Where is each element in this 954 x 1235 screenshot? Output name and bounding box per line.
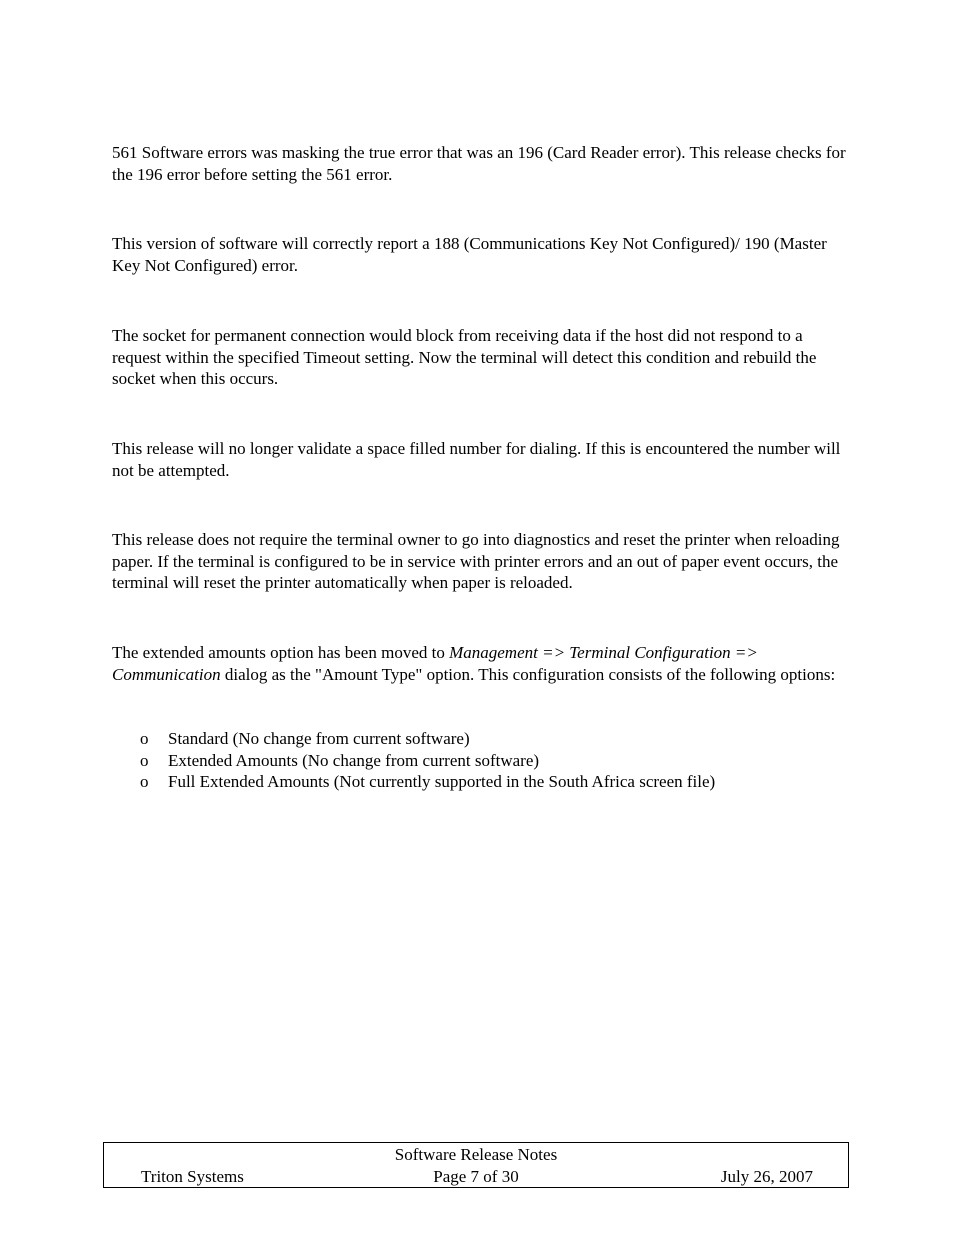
list-item-text: Extended Amounts (No change from current software): [168, 750, 540, 770]
paragraph-extended-amounts: [112, 642, 847, 685]
list-item-text: Standard (No change from current software): [168, 729, 470, 748]
footer-date: July 26, 2007: [720, 1167, 813, 1186]
paragraph-printer-reset: This release does not require the terminal owner to go into diagnostics and reset the printer when reloading paper. If the terminal is configured to be in service with printer errors and an out of paper event occurs, the terminal will reset the printer automatically when paper is reloaded.: [112, 530, 840, 592]
footer-page-number: Page 7 of 30: [433, 1167, 519, 1186]
list-item: [112, 750, 847, 772]
paragraph-socket-rebuild: The socket for permanent connection would block from receiving data if the host did not respond to a request within the specified Timeout setting. Now the terminal will detect this condition and rebuild the socket when this occurs.: [112, 326, 817, 388]
footer-company: Triton Systems: [141, 1167, 244, 1186]
page-footer: [103, 1142, 849, 1188]
extended-amounts-text-2: dialog as the "Amount Type" option. This configuration consists of the following options:: [220, 664, 836, 684]
list-item: [112, 728, 847, 750]
bullet-marker: o: [140, 772, 149, 791]
paragraph-software-error-masking: 561 Software errors was masking the true error that was an 196 (Card Reader error). This release checks for the 196 error before setting the 561 error.: [112, 143, 846, 184]
amount-type-options-list: [112, 728, 847, 793]
list-item-text: Full Extended Amounts (Not currently supported in the South Africa screen file): [168, 772, 716, 791]
footer-document-title: Software Release Notes: [394, 1145, 558, 1164]
extended-amounts-text-1: The extended amounts option has been moved to: [112, 643, 450, 662]
bullet-marker: o: [140, 750, 149, 770]
menu-path-italic: Management => Terminal Configuration => Communication: [112, 643, 758, 684]
bullet-marker: o: [140, 729, 149, 748]
list-item: [112, 771, 847, 793]
paragraph-space-filled-number: This release will no longer validate a space filled number for dialing. If this is encountered the number will not be attempted.: [112, 439, 841, 480]
paragraph-key-not-configured: This version of software will correctly report a 188 (Communications Key Not Configured)/ 190 (Master Key Not Configured) error.: [112, 234, 827, 275]
